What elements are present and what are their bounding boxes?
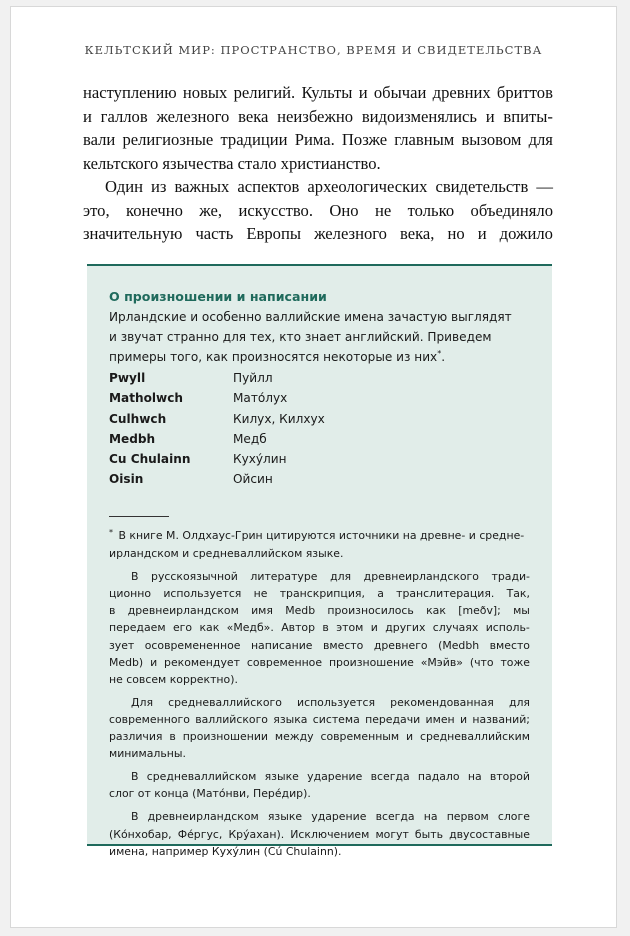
name-russian: Килух, Килхух [233, 411, 325, 426]
word: и [83, 106, 92, 126]
word: транслитерация. [396, 587, 495, 601]
word: железного [156, 106, 230, 126]
word: языке [267, 810, 303, 824]
word: Европы [246, 224, 302, 243]
word: Medb) [109, 655, 144, 669]
word: средневаллийского [168, 695, 282, 709]
word: вали [83, 130, 116, 149]
footnote-paragraph [109, 527, 530, 562]
name-original: Pwyll [109, 371, 146, 385]
footnote-line [109, 728, 530, 745]
footnote-line: не совсем корректно). [109, 672, 238, 686]
body-line [83, 199, 553, 223]
footnote-line [109, 826, 530, 843]
pronunciation-sidebar [87, 264, 552, 858]
word: различия [109, 730, 163, 744]
name-russian: Пуйлл [233, 371, 273, 385]
word: рекомендованная [390, 695, 494, 709]
word: из [151, 177, 167, 196]
name-original: Culhwch [109, 411, 167, 426]
word: его [172, 621, 193, 635]
sidebar-intro-text: примеры того, как произносятся некоторые из них [109, 350, 438, 364]
word: древнего [373, 638, 428, 652]
word: обычаи [373, 83, 427, 102]
name-row [109, 409, 325, 429]
word: на [423, 810, 438, 824]
word: вместо [489, 638, 530, 652]
body-line [83, 175, 553, 199]
word: вместо [322, 638, 364, 652]
word: современного [109, 712, 190, 726]
body-line [83, 222, 553, 246]
word: бриттов [496, 83, 553, 102]
names-table [109, 368, 325, 490]
footnote-text: В книге М. Олдхаус-Грин цитируются источники на древне- и средне- [118, 529, 525, 542]
word: впиты- [503, 106, 553, 126]
name-russian: Ойсин [233, 472, 273, 487]
word: археологических [307, 177, 428, 196]
word: «Мэйв» [420, 655, 463, 669]
footnotes [109, 527, 530, 866]
word: двусоставные [449, 827, 530, 841]
word: — [536, 177, 553, 196]
word: мы [513, 604, 530, 618]
word: произношение [328, 655, 414, 669]
body-line [83, 81, 553, 105]
name-row [109, 429, 325, 449]
word: религиозные [122, 130, 214, 149]
word: Medb [285, 604, 316, 618]
word: языке [264, 770, 299, 784]
word: между [274, 730, 314, 744]
word: произношении [182, 730, 268, 744]
word: литературе [250, 570, 318, 584]
word: и [370, 621, 378, 635]
word: наступлению [83, 83, 177, 102]
word: свидетельств [435, 177, 529, 196]
word: (что [469, 655, 494, 669]
footnote-line [109, 637, 530, 654]
word: в [322, 621, 329, 635]
footnote-line: минимальны. [109, 747, 186, 761]
word: произносилось [327, 604, 414, 618]
footnote-paragraph [109, 568, 530, 688]
word: всегда [370, 770, 410, 784]
word: и [477, 224, 487, 243]
word: (Ко́нхобар, [109, 827, 172, 841]
word: транскрипция, [279, 587, 365, 601]
word: [meðv]; [458, 604, 501, 618]
sidebar-title: О произношении и написании [109, 289, 327, 304]
word: современным [320, 730, 400, 744]
word: железного [314, 224, 387, 243]
name-row [109, 368, 325, 388]
word: Для [131, 695, 154, 709]
word: ционно [109, 587, 152, 601]
name-original: Matholwch [109, 391, 183, 406]
word: русскоязычной [151, 570, 238, 584]
word: это, [83, 200, 110, 220]
word: важных [174, 177, 230, 196]
word: в [109, 604, 116, 618]
word: Кру́ахан). [228, 827, 285, 841]
sidebar-intro-line: Ирландские и особенно валлийские имена зачастую выглядят [109, 310, 512, 324]
word: имен [425, 712, 455, 726]
word: случаях [432, 621, 479, 635]
name-original: Cu Chulainn [109, 452, 191, 467]
word: древнеирландском [147, 810, 259, 824]
word: Культы [301, 83, 353, 102]
word: не [253, 587, 268, 601]
word: Оно [329, 200, 359, 220]
body-line [83, 128, 553, 152]
footnote-paragraph [109, 768, 530, 802]
word: объединяло [470, 200, 553, 220]
name-russian: Куху́лин [233, 452, 287, 467]
word: а [377, 587, 384, 601]
name-row [109, 388, 325, 408]
word: но [447, 224, 465, 243]
word: религий. [233, 83, 296, 102]
word: только [407, 200, 455, 220]
word: осовремененное [144, 638, 241, 652]
body-text [83, 81, 553, 246]
sidebar-intro-end: . [441, 350, 446, 364]
word: «Медб». [226, 621, 274, 635]
sidebar-intro-line [109, 347, 529, 367]
footnote-line [109, 711, 530, 728]
word: видоизменялись [361, 106, 477, 126]
word: искусство. [238, 200, 313, 220]
word: и [406, 730, 414, 744]
word: для [508, 695, 530, 709]
footnote-divider [109, 516, 169, 517]
word: и [485, 106, 495, 126]
footnote-paragraph [109, 808, 530, 859]
word: вызовом [461, 130, 522, 149]
word: традиции [220, 130, 288, 149]
word: падало [417, 770, 460, 784]
footnote-line [109, 568, 530, 585]
word: как [426, 604, 446, 618]
word: в [169, 730, 176, 744]
footnote-reference: * [437, 348, 442, 358]
word: рекомендует [164, 655, 240, 669]
word: главным [394, 130, 455, 149]
name-russian: Мато́лух [233, 391, 288, 406]
word: как [199, 621, 220, 635]
footnote-line [109, 808, 530, 825]
word: тради- [491, 570, 530, 584]
word: неизбежно [277, 106, 354, 126]
word: новых [182, 83, 228, 102]
word: галлов [100, 106, 148, 126]
word: ударение [311, 810, 367, 824]
sidebar-intro-line: и звучат странно для тех, кто знает английский. Приведем [109, 330, 492, 344]
word: часть [195, 224, 234, 243]
word: В [131, 810, 139, 824]
word: века [238, 106, 269, 126]
word: передаем [109, 621, 166, 635]
word: Один [105, 177, 143, 196]
word: тоже [500, 655, 530, 669]
word: второй [489, 770, 530, 784]
name-original: Oisin [109, 472, 144, 487]
word: зует [109, 638, 135, 652]
word: значительную [83, 224, 183, 243]
word: других [385, 621, 426, 635]
footnote-line-inner [109, 527, 524, 545]
word: древнеирландского [363, 570, 479, 584]
word: могут [375, 827, 409, 841]
word: первом [446, 810, 489, 824]
page [10, 6, 617, 928]
footnote-marker: * [109, 528, 113, 537]
word: и [150, 655, 158, 669]
word: Автор [281, 621, 315, 635]
running-header: КЕЛЬТСКИЙ МИР: ПРОСТРАНСТВО, ВРЕМЯ И СВИДЕТЕЛЬСТВА [84, 43, 543, 57]
word: Позже [341, 130, 388, 149]
footnote-line [109, 527, 530, 545]
word: написание [250, 638, 313, 652]
footnote-line [109, 585, 530, 602]
word: древнеирландском [127, 604, 239, 618]
name-row [109, 469, 325, 489]
word: века, [400, 224, 435, 243]
word: система [312, 712, 360, 726]
word: передачи [365, 712, 421, 726]
name-russian: Медб [233, 431, 267, 446]
word: всегда [375, 810, 415, 824]
word: не [374, 200, 392, 220]
word: Рима. [294, 130, 335, 149]
word: древних [432, 83, 491, 102]
footnote-line: ирландском и средневаллийском языке. [109, 547, 344, 561]
word: для [528, 130, 553, 149]
word: ударение [307, 770, 363, 784]
word: конечно [126, 200, 183, 220]
word: В [131, 570, 139, 584]
word: Фе́ргус, [177, 827, 223, 841]
name-original: Medbh [109, 431, 156, 446]
word: слоге [497, 810, 530, 824]
sidebar-intro [109, 307, 529, 367]
word: имя [251, 604, 273, 618]
word: используется [163, 587, 242, 601]
name-row [109, 449, 325, 469]
footnote-line [109, 694, 530, 711]
footnote-line [109, 602, 530, 619]
word: (Medbh [438, 638, 480, 652]
footnote-line: имена, например Куху́лин (Cú Chulainn). [109, 844, 342, 858]
word: на [467, 770, 482, 784]
word: средневаллийским [419, 730, 530, 744]
word: исполь- [485, 621, 530, 635]
word: средневаллийском [146, 770, 257, 784]
body-line [83, 105, 553, 129]
word: валлийского [195, 712, 268, 726]
word: быть [414, 827, 443, 841]
word: и [358, 83, 368, 102]
footnote-line [109, 654, 530, 671]
word: языка [273, 712, 308, 726]
word: дожило [499, 224, 553, 243]
word: и [459, 712, 468, 726]
word: используется [297, 695, 376, 709]
footnote-line [109, 768, 530, 785]
footnote-line [109, 619, 530, 636]
word: же, [199, 200, 223, 220]
word: В [131, 770, 139, 784]
word: этом [336, 621, 364, 635]
word: Так, [506, 587, 530, 601]
word: Исключением [290, 827, 370, 841]
word: для [330, 570, 352, 584]
body-line: кельтского язычества стало христианство. [83, 153, 381, 173]
word: аспектов [237, 177, 300, 196]
footnote-paragraph [109, 694, 530, 762]
footnote-line: слог от конца (Мато́нви, Пере́дир). [109, 787, 311, 801]
word: названий; [472, 712, 530, 726]
word: современное [246, 655, 323, 669]
